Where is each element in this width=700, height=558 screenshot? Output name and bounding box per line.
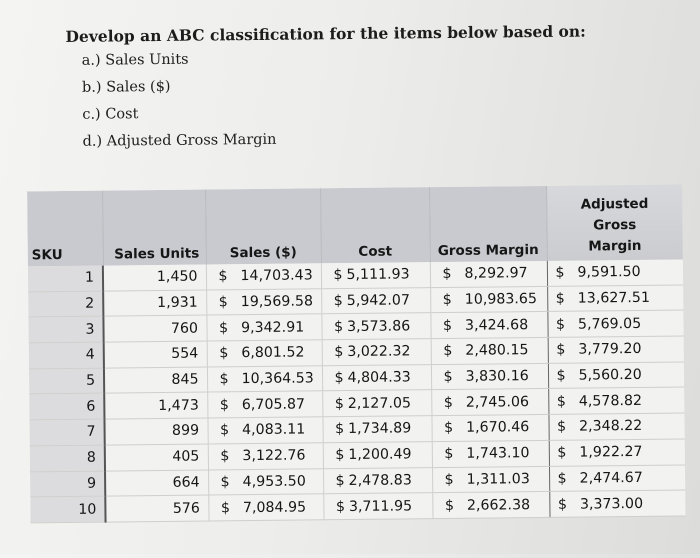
cell-value: 2,127.05 <box>347 395 412 412</box>
table-header-row <box>27 185 683 267</box>
currency-symbol: $ <box>444 497 455 514</box>
cell-value: 2,480.15 <box>465 342 529 360</box>
cell-sku: 8 <box>30 445 105 471</box>
cell-gross-margin <box>430 261 547 287</box>
currency-symbol: $ <box>556 342 566 359</box>
sku-table <box>27 185 685 524</box>
cell-gross-margin <box>432 440 549 467</box>
cell-adjusted-gross-margin <box>549 465 685 492</box>
cell-value: 5,769.05 <box>577 315 642 333</box>
cell-cost <box>322 364 431 391</box>
cell-value: 9,591.50 <box>577 264 641 281</box>
currency-symbol: $ <box>557 470 567 487</box>
currency-symbol: $ <box>220 499 231 516</box>
currency-symbol: $ <box>335 498 346 515</box>
currency-symbol: $ <box>335 447 345 464</box>
criteria-item: d.) Adjusted Gross Margin <box>82 131 277 150</box>
cell-value: 1,670.46 <box>466 419 530 437</box>
currency-symbol: $ <box>218 319 229 337</box>
cell-adjusted-gross-margin <box>549 490 685 517</box>
currency-symbol: $ <box>335 421 345 438</box>
cell-value: 4,804.33 <box>347 369 411 387</box>
currency-symbol: $ <box>555 265 565 282</box>
cell-cost <box>323 441 432 468</box>
cell-sales <box>207 340 322 367</box>
currency-symbol: $ <box>557 419 567 436</box>
currency-symbol: $ <box>333 293 343 310</box>
cell-value: 3,424.68 <box>464 316 529 334</box>
sku-table-container <box>27 185 687 558</box>
cell-sku: 7 <box>29 419 104 445</box>
cell-sales <box>208 468 323 495</box>
cell-value: 6,705.87 <box>241 396 306 413</box>
cell-value: 2,745.06 <box>465 393 530 411</box>
cell-value: 2,662.38 <box>466 496 531 514</box>
cell-value: 13,627.51 <box>577 289 651 307</box>
cell-sku: 3 <box>28 316 103 342</box>
currency-symbol: $ <box>335 472 345 490</box>
cell-cost <box>323 493 432 520</box>
cell-gross-margin <box>431 363 548 390</box>
cell-value: 14,703.43 <box>240 267 313 285</box>
cell-cost <box>323 467 432 494</box>
currency-symbol: $ <box>442 291 452 309</box>
criteria-list <box>82 49 277 159</box>
cell-adjusted-gross-margin <box>548 362 684 389</box>
cell-sales-units: 405 <box>105 444 208 471</box>
cell-sku: 9 <box>30 471 105 497</box>
cell-value: 2,474.67 <box>579 469 643 487</box>
cell-value: 10,364.53 <box>241 370 314 388</box>
cell-cost <box>321 313 430 340</box>
table-row <box>30 490 685 523</box>
currency-symbol: $ <box>555 316 566 333</box>
cell-sales-units: 1,450 <box>103 265 206 291</box>
currency-symbol: $ <box>556 367 566 384</box>
cell-cost <box>322 339 431 366</box>
cell-sales-units: 554 <box>104 341 207 368</box>
currency-symbol: $ <box>444 420 454 437</box>
cell-value: 5,111.93 <box>346 266 410 284</box>
header-agm-line: Margin <box>588 237 642 255</box>
cell-adjusted-gross-margin <box>548 336 684 363</box>
cell-gross-margin <box>430 312 547 339</box>
cell-value: 1,922.27 <box>579 444 643 461</box>
currency-symbol: $ <box>220 422 230 439</box>
cell-gross-margin <box>431 389 548 416</box>
cell-gross-margin <box>431 415 548 442</box>
cell-value: 3,711.95 <box>348 497 413 515</box>
currency-symbol: $ <box>334 395 344 412</box>
cell-sku: 2 <box>28 291 103 317</box>
cell-value: 5,560.20 <box>578 367 642 384</box>
cell-value: 2,478.83 <box>348 472 412 489</box>
currency-symbol: $ <box>333 267 343 284</box>
cell-sales-units: 576 <box>105 495 208 522</box>
header-adjusted-gross-margin <box>546 185 683 261</box>
header-agm-line: Adjusted <box>580 195 649 213</box>
cell-value: 3,022.32 <box>347 343 411 361</box>
cell-sales <box>206 263 321 289</box>
currency-symbol: $ <box>443 369 453 386</box>
cell-adjusted-gross-margin <box>547 260 683 287</box>
cell-adjusted-gross-margin <box>548 387 684 414</box>
cell-value: 3,830.16 <box>465 368 529 385</box>
header-sales: Sales ($) <box>205 188 321 264</box>
cell-value: 3,779.20 <box>578 341 642 359</box>
cell-sales <box>207 366 322 393</box>
currency-symbol: $ <box>442 266 452 283</box>
cell-value: 1,311.03 <box>466 470 530 488</box>
currency-symbol: $ <box>334 370 344 387</box>
cell-adjusted-gross-margin <box>547 285 683 312</box>
currency-symbol: $ <box>220 448 230 465</box>
cell-sku: 4 <box>29 342 104 368</box>
cell-value: 9,342.91 <box>240 319 305 336</box>
cell-sales-units: 899 <box>104 418 207 445</box>
header-sales-units: Sales Units <box>102 190 206 266</box>
table-body <box>28 260 686 523</box>
cell-value: 1,734.89 <box>348 420 412 438</box>
cell-sku: 1 <box>28 266 103 292</box>
cell-sales <box>206 314 321 341</box>
currency-symbol: $ <box>219 371 229 388</box>
cell-value: 3,122.76 <box>242 447 306 465</box>
cell-value: 3,373.00 <box>579 495 644 513</box>
cell-sku: 6 <box>29 394 104 420</box>
cell-sales <box>207 417 322 444</box>
currency-symbol: $ <box>218 294 228 311</box>
cell-value: 2,348.22 <box>579 418 643 436</box>
cell-gross-margin <box>431 337 548 364</box>
currency-symbol: $ <box>557 496 568 513</box>
currency-symbol: $ <box>220 474 230 491</box>
cell-value: 5,942.07 <box>346 292 411 310</box>
cell-cost <box>322 390 431 417</box>
currency-symbol: $ <box>443 394 453 411</box>
cell-value: 6,801.52 <box>241 344 305 362</box>
cell-value: 1,200.49 <box>348 446 412 464</box>
cell-sales-units: 1,473 <box>104 392 207 419</box>
currency-symbol: $ <box>556 393 566 410</box>
cell-cost <box>321 287 430 314</box>
currency-symbol: $ <box>555 290 565 307</box>
cell-sales <box>208 443 323 470</box>
cell-sales-units: 760 <box>103 315 206 342</box>
currency-symbol: $ <box>219 345 229 362</box>
criteria-item: c.) Cost <box>82 106 139 123</box>
currency-symbol: $ <box>442 317 453 334</box>
currency-symbol: $ <box>443 343 453 360</box>
cell-value: 3,573.86 <box>346 318 411 335</box>
cell-sales <box>207 391 322 418</box>
cell-value: 1,743.10 <box>466 445 530 462</box>
cell-cost <box>322 416 431 443</box>
criteria-item: a.) Sales Units <box>81 51 189 69</box>
criteria-item: b.) Sales ($) <box>81 78 171 96</box>
header-cost: Cost <box>320 187 430 263</box>
cell-value: 19,569.58 <box>240 293 314 311</box>
currency-symbol: $ <box>333 318 344 335</box>
currency-symbol: $ <box>334 344 344 361</box>
cell-adjusted-gross-margin <box>547 310 683 337</box>
cell-sku: 10 <box>30 496 105 522</box>
currency-symbol: $ <box>444 471 454 488</box>
cell-cost <box>321 262 430 288</box>
cell-sales-units: 1,931 <box>103 290 206 317</box>
cell-value: 7,084.95 <box>242 499 307 516</box>
cell-gross-margin <box>432 492 549 519</box>
cell-sales-units: 845 <box>104 367 207 394</box>
cell-sku: 5 <box>29 368 104 394</box>
cell-value: 10,983.65 <box>464 291 538 308</box>
currency-symbol: $ <box>444 446 454 463</box>
cell-adjusted-gross-margin <box>548 413 684 440</box>
currency-symbol: $ <box>219 397 229 414</box>
cell-sales <box>206 288 321 315</box>
cell-gross-margin <box>432 466 549 493</box>
cell-sales <box>208 494 323 521</box>
header-gross-margin: Gross Margin <box>429 186 547 262</box>
cell-gross-margin <box>430 286 547 313</box>
cell-value: 4,578.82 <box>578 392 643 410</box>
currency-symbol: $ <box>557 444 567 461</box>
cell-value: 8,292.97 <box>464 265 528 283</box>
currency-symbol: $ <box>218 268 228 285</box>
header-sku: SKU <box>27 191 103 267</box>
instruction-heading: Develop an ABC classification for the items below based on: <box>65 21 586 46</box>
cell-value: 4,083.11 <box>242 421 306 439</box>
cell-sales-units: 664 <box>105 469 208 496</box>
header-agm-line: Gross <box>593 216 637 234</box>
cell-value: 4,953.50 <box>242 473 306 490</box>
cell-adjusted-gross-margin <box>549 439 685 466</box>
